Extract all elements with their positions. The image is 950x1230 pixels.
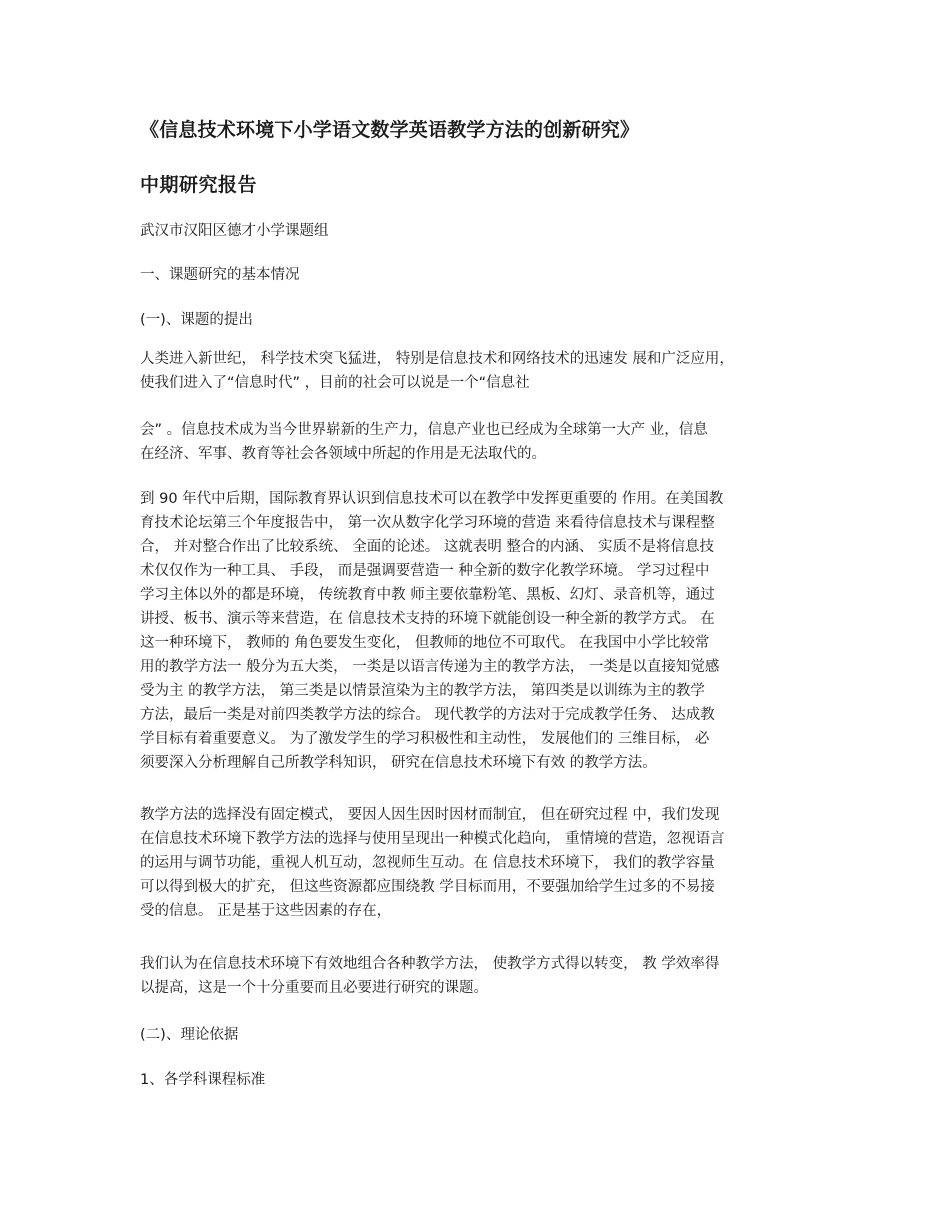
paragraph-line: 会” 。信息技术成为当今世界崭新的生产力，信息产业也已经成为全球第一大产 业，信息 [140, 422, 708, 438]
paragraph [140, 952, 820, 1000]
paragraph-line: 用的教学方法一 般分为五大类， 一类是以语言传递为主的教学方法， 一类是以直接知觉感 [140, 659, 720, 675]
subsection-heading: (二)、理论依据 [140, 1027, 239, 1043]
paragraph-line: 学目标有着重要意义。 为了激发学生的学习积极性和主动性， 发展他们的 三维目标， 必 [140, 731, 710, 747]
author-line: 武汉市汉阳区德才小学课题组 [140, 223, 329, 239]
paragraph-line: 的运用与调节功能，重视人机互动，忽视师生互动。在 信息技术环境下， 我们的教学容量 [140, 855, 715, 871]
paragraph-line: 这一种环境下， 教师的 角色要发生变化， 但教师的地位不可取代。 在我国中小学比较常 [140, 635, 710, 651]
paragraph-line: 讲授、板书、演示等来营造，在 信息技术支持的环境下就能创设一种全新的教学方式。 在 [140, 611, 715, 627]
paragraph-line: 到 90 年代中后期，国际教育界认识到信息技术可以在教学中发挥更重要的 作用。在美国教 [140, 491, 724, 507]
paragraph [140, 347, 820, 395]
paragraph-line: 教学方法的选择没有固定模式， 要因人因生因时因材而制宜， 但在研究过程 中，我们发现 [140, 807, 720, 823]
document-subtitle: 中期研究报告 [140, 174, 258, 196]
paragraph-line: 须要深入分析理解自己所教学科知识， 研究在信息技术环境下有效 的教学方法。 [140, 755, 657, 771]
section-heading: 一、课题研究的基本情况 [140, 267, 300, 283]
subsection-heading: (一)、课题的提出 [140, 312, 253, 328]
paragraph-line: 术仅仅作为一种工具、 手段， 而是强调要营造一 种全新的数字化教学环境。 学习过程中 [140, 563, 710, 579]
paragraph-line: 合， 并对整合作出了比较系统、 全面的论述。 这就表明 整合的内涵、 实质不是将信息技 [140, 539, 715, 555]
paragraph-line: 人类进入新世纪， 科学技术突飞猛进， 特别是信息技术和网络技术的迅速发 展和广泛应用， [140, 351, 734, 367]
paragraph-line: 方法，最后一类是对前四类教学方法的综合。 现代教学的方法对于完成教学任务、 达成教 [140, 707, 715, 723]
paragraph [140, 418, 820, 466]
paragraph-line: 以提高，这是一个十分重要而且必要进行研究的课题。 [140, 980, 488, 996]
paragraph-line: 育技术论坛第三个年度报告中， 第一次从数字化学习环境的营造 来看待信息技术与课程整 [140, 515, 715, 531]
paragraph [140, 487, 820, 775]
paragraph-line: 我们认为在信息技术环境下有效地组合各种教学方法， 使教学方式得以转变， 教 学效率得 [140, 956, 720, 972]
paragraph-line: 使我们进入了“信息时代” ，目前的社会可以说是一个“信息社 [140, 375, 530, 391]
paragraph-line: 可以得到极大的扩充， 但这些资源都应围绕教 学目标而用，不要强加给学生过多的不易接 [140, 879, 715, 895]
paragraph-line: 在经济、军事、教育等社会各领域中所起的作用是无法取代的。 [140, 446, 546, 462]
paragraph-line: 在信息技术环境下教学方法的选择与使用呈现出一种模式化趋向， 重情境的营造，忽视语言 [140, 831, 725, 847]
document-title: 《信息技术环境下小学语文数学英语教学方法的创新研究》 [140, 119, 640, 141]
paragraph-line: 学习主体以外的都是环境， 传统教育中教 师主要依靠粉笔、黑板、幻灯、录音机等，通过 [140, 587, 715, 603]
paragraph-line: 受的信息。 正是基于这些因素的存在， [140, 903, 392, 919]
item-heading: 1、各学科课程标准 [140, 1072, 266, 1088]
paragraph-line: 受为主 的教学方法， 第三类是以情景渲染为主的教学方法， 第四类是以训练为主的教学 [140, 683, 705, 699]
paragraph [140, 803, 820, 923]
